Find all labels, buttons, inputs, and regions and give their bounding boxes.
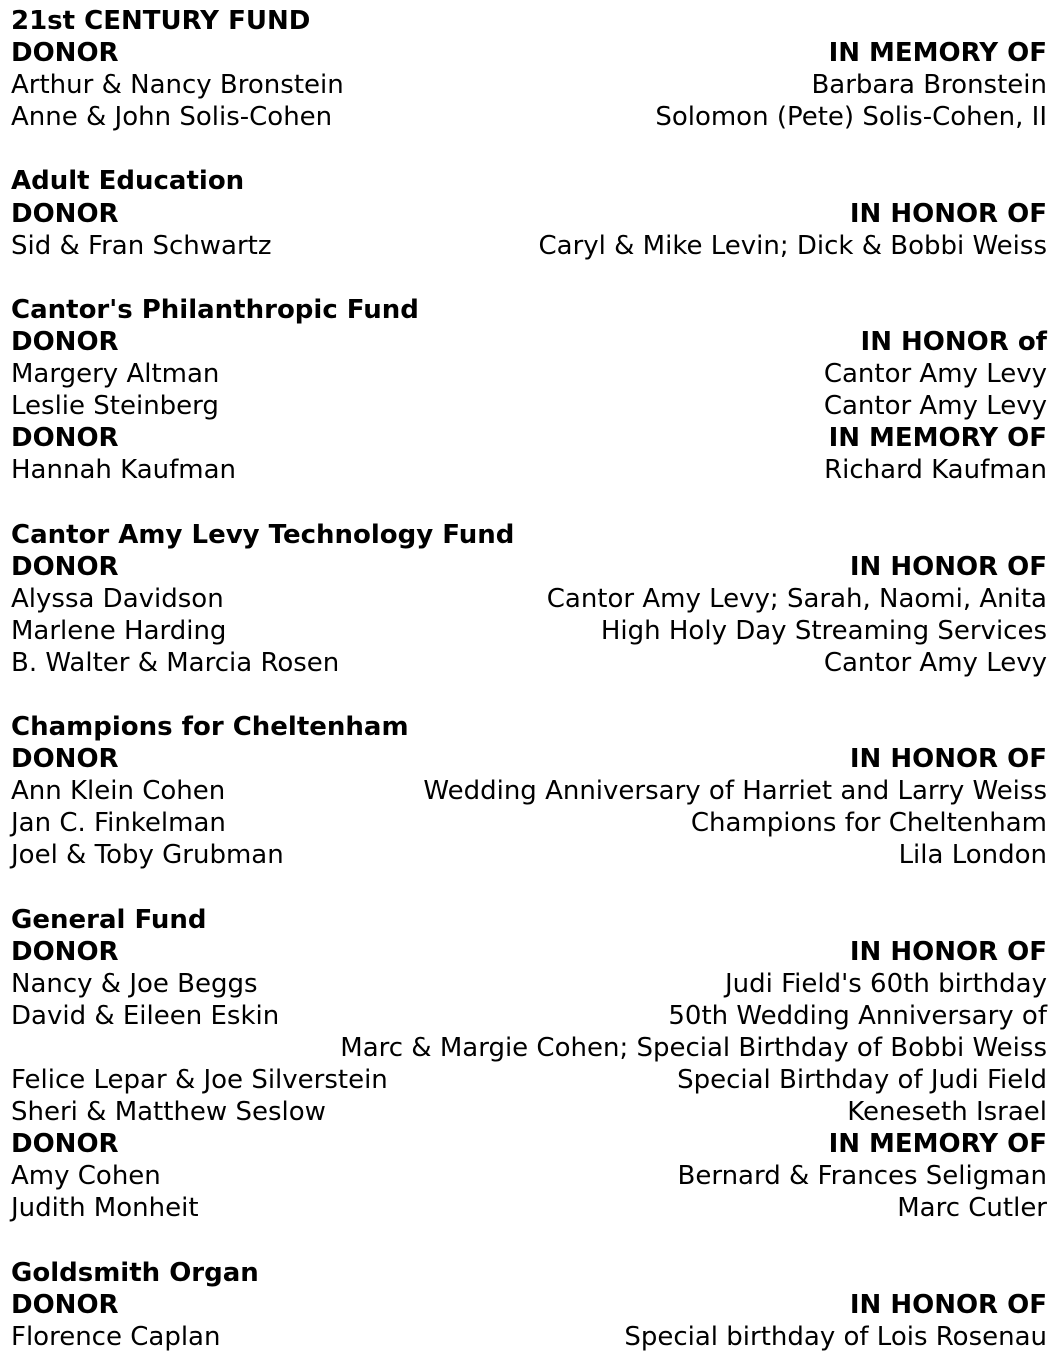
honoree-name: Richard Kaufman <box>824 455 1047 486</box>
fund-title: 21st CENTURY FUND <box>11 6 311 36</box>
fund-section <box>11 1257 1047 1353</box>
fund-section <box>11 711 1047 904</box>
section-spacer <box>11 679 1047 711</box>
donor-header: DONOR <box>11 326 119 357</box>
fund-title: Champions for Cheltenham <box>11 712 409 743</box>
dedication-type-header: IN HONOR OF <box>849 551 1047 582</box>
donor-header: DONOR <box>11 423 119 454</box>
fund-section <box>11 5 1047 165</box>
section-spacer <box>11 486 1047 518</box>
donation-row <box>11 775 1047 807</box>
donation-row <box>11 230 1047 262</box>
donor-header: DONOR <box>11 1289 119 1320</box>
fund-section <box>11 294 1047 519</box>
donor-header: DONOR <box>11 38 119 69</box>
fund-title: Adult Education <box>11 166 245 197</box>
donation-row <box>11 807 1047 839</box>
honoree-name: Judi Field's 60th birthday <box>724 968 1047 999</box>
dedication-type-header: IN HONOR of <box>860 326 1047 357</box>
donation-row <box>11 1064 1047 1096</box>
honoree-name: Solomon (Pete) Solis-Cohen, II <box>655 102 1047 133</box>
honoree-name: Marc Cutler <box>897 1193 1047 1224</box>
section-spacer <box>11 262 1047 294</box>
donation-row <box>11 1096 1047 1128</box>
donor-name: Ann Klein Cohen <box>11 776 226 807</box>
fund-title: Cantor's Philanthropic Fund <box>11 294 419 325</box>
honoree-name: Barbara Bronstein <box>811 70 1047 101</box>
donation-row <box>11 1160 1047 1192</box>
donation-row <box>11 1000 1047 1032</box>
honoree-name: Cantor Amy Levy; Sarah, Naomi, Anita <box>546 583 1047 614</box>
fund-title: General Fund <box>11 904 207 935</box>
donation-row-continued <box>11 1032 1047 1064</box>
section-spacer <box>11 133 1047 165</box>
column-header-row <box>11 551 1047 583</box>
fund-title-row <box>11 294 1047 326</box>
section-spacer <box>11 1225 1047 1257</box>
fund-title-row <box>11 904 1047 936</box>
donor-name: Hannah Kaufman <box>11 455 237 486</box>
fund-title-row <box>11 1257 1047 1289</box>
column-header-row <box>11 422 1047 454</box>
donation-row <box>11 647 1047 679</box>
donation-row <box>11 1321 1047 1353</box>
column-header-row <box>11 198 1047 230</box>
section-spacer <box>11 872 1047 904</box>
fund-section <box>11 904 1047 1257</box>
honoree-name: Special Birthday of Judi Field <box>677 1065 1047 1096</box>
donor-name: Amy Cohen <box>11 1161 161 1192</box>
dedication-type-header: IN MEMORY OF <box>828 1129 1047 1160</box>
donation-row <box>11 1192 1047 1224</box>
donation-row <box>11 101 1047 133</box>
donation-row <box>11 839 1047 871</box>
donor-header: DONOR <box>11 198 119 229</box>
donor-name: Jan C. Finkelman <box>11 808 226 839</box>
fund-section <box>11 519 1047 712</box>
donation-row <box>11 390 1047 422</box>
dedication-type-header: IN HONOR OF <box>849 198 1047 229</box>
dedication-type-header: IN HONOR OF <box>849 1289 1047 1320</box>
honoree-name: Caryl & Mike Levin; Dick & Bobbi Weiss <box>538 230 1047 261</box>
column-header-row <box>11 743 1047 775</box>
fund-title: Cantor Amy Levy Technology Fund <box>11 519 515 550</box>
donation-row <box>11 615 1047 647</box>
fund-section <box>11 165 1047 293</box>
dedication-type-header: IN MEMORY OF <box>828 423 1047 454</box>
fund-title-row <box>11 519 1047 551</box>
donor-name: Joel & Toby Grubman <box>11 840 284 871</box>
fund-title-row <box>11 165 1047 197</box>
fund-title-row <box>11 711 1047 743</box>
honoree-name: Keneseth Israel <box>847 1097 1047 1128</box>
honoree-name: Champions for Cheltenham <box>690 808 1047 839</box>
honoree-name: Cantor Amy Levy <box>823 647 1047 678</box>
donation-row <box>11 968 1047 1000</box>
dedication-type-header: IN HONOR OF <box>849 744 1047 775</box>
donor-name: Sheri & Matthew Seslow <box>11 1097 326 1128</box>
donor-name: Margery Altman <box>11 359 220 390</box>
donor-name: Judith Monheit <box>11 1193 199 1224</box>
fund-title: Goldsmith Organ <box>11 1257 259 1288</box>
donor-name: Marlene Harding <box>11 615 227 646</box>
donor-name: Anne & John Solis-Cohen <box>11 102 333 133</box>
column-header-row <box>11 936 1047 968</box>
donor-name: Nancy & Joe Beggs <box>11 968 258 999</box>
donor-header: DONOR <box>11 744 119 775</box>
honoree-name: 50th Wedding Anniversary of <box>668 1000 1047 1031</box>
honoree-name: Marc & Margie Cohen; Special Birthday of Bobbi Weiss <box>340 1033 1047 1063</box>
dedication-type-header: IN MEMORY OF <box>828 38 1047 69</box>
donor-name: Florence Caplan <box>11 1321 221 1352</box>
honoree-name: Cantor Amy Levy <box>823 391 1047 422</box>
donor-header: DONOR <box>11 1129 119 1160</box>
honoree-name: Wedding Anniversary of Harriet and Larry Weiss <box>423 776 1047 807</box>
donation-row <box>11 583 1047 615</box>
donor-name: Leslie Steinberg <box>11 391 219 422</box>
donor-name: Felice Lepar & Joe Silverstein <box>11 1065 388 1096</box>
donation-row <box>11 69 1047 101</box>
donation-list <box>11 5 1047 1353</box>
honoree-name: Lila London <box>898 840 1047 871</box>
donor-name: Arthur & Nancy Bronstein <box>11 70 344 101</box>
donor-name: B. Walter & Marcia Rosen <box>11 647 340 678</box>
column-header-row <box>11 326 1047 358</box>
column-header-row <box>11 37 1047 69</box>
donor-header: DONOR <box>11 551 119 582</box>
donation-row <box>11 454 1047 486</box>
donor-name: Sid & Fran Schwartz <box>11 230 272 261</box>
donor-name: Alyssa Davidson <box>11 583 224 614</box>
honoree-name: High Holy Day Streaming Services <box>600 615 1047 646</box>
donation-row <box>11 358 1047 390</box>
honoree-name: Cantor Amy Levy <box>823 359 1047 390</box>
fund-title-row <box>11 5 1047 37</box>
honoree-name: Special birthday of Lois Rosenau <box>624 1321 1047 1352</box>
honoree-name: Bernard & Frances Seligman <box>677 1161 1047 1192</box>
column-header-row <box>11 1128 1047 1160</box>
donor-header: DONOR <box>11 936 119 967</box>
donor-name: David & Eileen Eskin <box>11 1000 280 1031</box>
column-header-row <box>11 1289 1047 1321</box>
dedication-type-header: IN HONOR OF <box>849 936 1047 967</box>
